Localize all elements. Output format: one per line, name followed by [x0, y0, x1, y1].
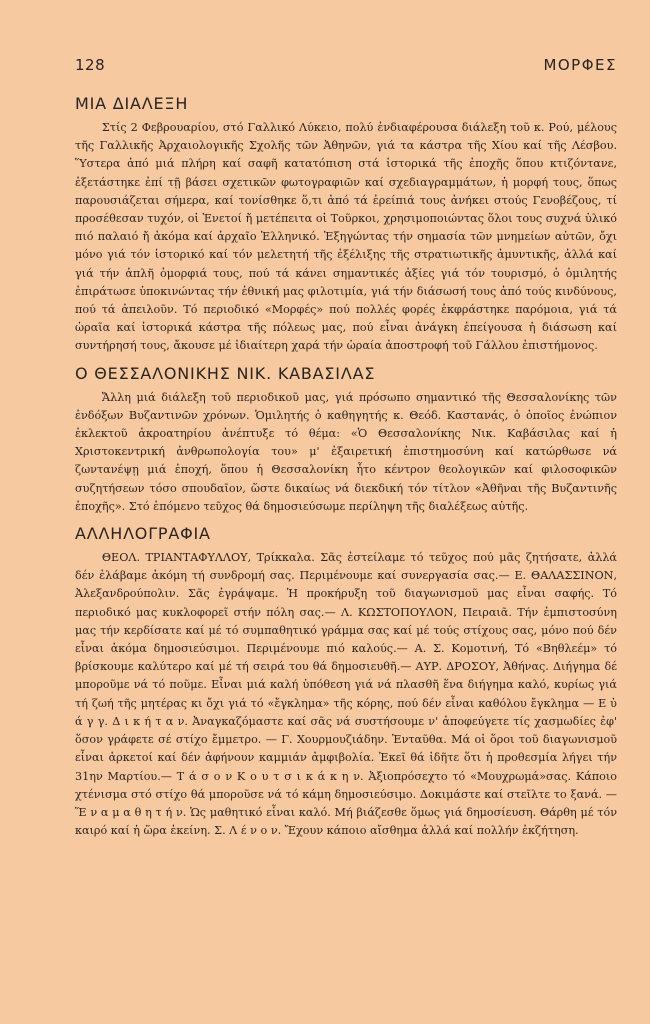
section-text-kavasilas: Ἄλλη μιά διάλεξη τοῦ περιοδικοῦ μας, γιά πρόσωπο σημαντικό τῆς Θεσσαλονίκης τῶν ἐνδόξων Βυζαντινῶν χρόνων. Ὁμιλητής ὁ καθηγητής κ. Θεόδ. Καστανάς, ὁ ὁποῖος ἐνώπιον ἐκλεκτοῦ ἀκροατηρίου ἀνέπτυξε τό θέμα: «Ὁ Θεσσαλονίκης Νικ. Καβάσιλας καί ἡ Χριστοκεντρική ἀνθρωπολογία του» μ' ἐξαιρετική ἐπιστημοσύνη καί κατώρθωσε νά ζωντανέψῃ μιά ἐποχή, ὅπου ἡ Θεσσαλονίκη ἦτο κέντρον θεολογικῶν καί φιλοσοφικῶν συζητήσεων τόσο σπουδαῖον, ὥστε δικαίως νά διεκδική τόν τίτλον «Ἀθῆναι τῆς Βυζαντινῆς ἐποχῆς». Στό ἑπόμενο τεῦχος θά δημοσιεύσωμε περίληψη τῆς διαλέξεως αὐτῆς.: [75, 390, 617, 513]
section-text-correspondence: ΘΕΟΛ. ΤΡΙΑΝΤΑΦΥΛΛΟΥ, Τρίκκαλα. Σᾶς ἐστείλαμε τό τεῦχος πού μᾶς ζητήσατε, ἀλλά δέν ἐλάβαμε ἀκόμη τή συνδρομή σας. Περιμένουμε καί συνεργασία σας.— Ε. ΘΑΛΑΣΣΙΝΟΝ, Ἀλεξανδρούπολιν. Σᾶς ἐγράψαμε. Ἡ προκήρυξη τοῦ διαγωνισμοῦ μας εἶναι σαφής. Τό περιοδικό μας κυκλοφορεῖ στήν πόλη σας.— Λ. ΚΩΣΤΟΠΟΥΛΟΝ, Πειραιᾶ. Τήν ἐμπιστοσύνη μας τήν κερδίσατε καί μέ τό συμπαθητικό γράμμα σας καί μέ τούς στίχους σας, μόνο πού δέν εἶναι ἀκόμα δημοσιεύσιμοι. Περιμένουμε πιό καλούς.— Α. Σ. Κομοτινή, Τό «Βηθλεέμ» τό βρίσκουμε καλύτερο καί μέ τή σειρά του θά δημοσιευθῆ.— ΑΥΡ. ΔΡΟΣΟΥ, Ἀθήνας. Διήγημα δέ μποροῦμε νά τό ποῦμε. Εἶναι μιά καλή ὑπόθεση γιά νά πλασθῆ ἕνα διήγημα καλό, κυρίως γιά τή ζωή τῆς μητέρας κι ὄχι γιά τό «ἔγκλημα» τῆς κόρης, πού δέν εἶναι καθόλου ἔγκλημα — Ε ὐ ά γ γ. Δ ι κ ή τ α ν. Ἀναγκαζόμαστε καί σᾶς νά συστήσουμε ν' ἀποφεύγετε τίς χασμωδίες ἐφ' ὅσον γράφετε σέ στίχο ἔμμετρο. — Γ. Χουρμουζιάδην. Ἐνταῦθα. Μά οἱ ὅροι τοῦ διαγωνισμοῦ εἶναι ἀρκετοί καί δέν ἀφήνουν καμμιάν ἀμφιβολία. Ἐκεῖ θά ἰδῆτε ὅτι ἡ προθεσμία λήγει τήν 31ην Μαρτίου.— Τ ά σ ο ν Κ ο υ τ σ ι κ ά κ η ν. Ἀξιοπρόσεχτο τό «Μουχρωμά»σας. Κάποιο χτένισμα στό στίχο θά μποροῦσε νά τό κάμη δημοσιεύσιμο. Δοκιμάστε καί στεῖλτε το ξανά. — Ἕ ν α μ α θ η τ ή ν. Ὡς μαθητικό εἶναι καλό. Μή βιάζεσθε ὅμως γιά δημοσίευση. Θάρθη μέ τόν καιρό καί ἡ ὥρα ἐκείνη. Σ. Λ έ ν ο ν. Ἔχουν κάποιο αἴσθημα ἀλλά καί πολλήν ἐκζήτηση.: [75, 551, 617, 838]
section-heading-correspondence: ΑΛΛΗΛΟΓΡΑΦΙΑ: [75, 524, 211, 544]
section-heading-kavasilas: Ο ΘΕΣΣΑΛΟΝΙΚΗΣ ΝΙΚ. ΚΑΒΑΣΙΛΑΣ: [75, 363, 376, 383]
section-heading-lecture: ΜΙΑ ΔΙΑΛΕΞΗ: [75, 94, 189, 113]
page-number: 128: [75, 56, 106, 74]
section-text-lecture: Στίς 2 Φεβρουαρίου, στό Γαλλικό Λύκειο, πολύ ἐνδιαφέρουσα διάλεξη τοῦ κ. Ρού, μέλους τῆς Γαλλικῆς Ἀρχαιολογικῆς Σχολῆς τῶν Ἀθηνῶν, γιά τα κάστρα τῆς Χίου καί τῆς Λέσβου. Ὕστερα ἀπό μιά πλήρη καί σαφῆ κατατόπιση στά ἱστορικά τῆς ἐποχῆς ὅπου κτιζόντανε, ἐξετάστηκε ἐπί τῇ βάσει σχετικῶν φωτογραφιῶν καί σχεδιαγραμμάτων, ἡ μορφή τους, ὅπως παρουσιάζεται σήμερα, καί τονίσθηκε ὅ,τι ἀπό τά ἐρείπιά τους ἀνήκει στούς Γενοβέζους, τί προσέθεσαν τυχόν, οἱ Ἐνετοί ἤ μετέπειτα οἱ Τοῦρκοι, χρησιμοποιώντας ὅλοι τους συχνά ὑλικό πιό παλαιό ἤ ἀκόμα καί ἀρχαῖο Ἑλληνικό. Ἐξηγώντας τήν σημασία τῶν μνημείων αὐτῶν, ὄχι μόνο γιά τόν ἱστορικό καί τόν μελετητή τῆς ἐξέλιξης τῆς στρατιωτικῆς ἀμυντικῆς, ἀλλά καί γιά τήν ἁπλῆ ὀμορφιά τους, πού τά κάνει σημαντικές ἀξίες γιά τόν τουρισμό, ὁ ὁμιλητής ἐπιράτωσε ὑποκινώντας τήν ἐθνική μας φιλοτιμία, γιά τήν διάσωσή τους ἀπό τούς κινδύνους, πού τά ἀπειλοῦν. Τό περιοδικό «Μορφές» πού πολλές φορές ἐκφράστηκε παρόμοια, γιά τά ὡραῖα καί ἱστορικά κάστρα τῆς πόλεως μας, πού εἶναι ἀνάγκη ἐπείγουσα ἡ διάσωση καί συντήρησή τους, ἄκουσε μέ ἰδιαίτερη χαρά τήν ὡραία ἀποστροφή τοῦ Γάλλου ἐπιστήμονος.: [75, 121, 617, 353]
journal-title: ΜΟΡΦΕΣ: [543, 56, 617, 74]
page-header: [75, 56, 617, 74]
